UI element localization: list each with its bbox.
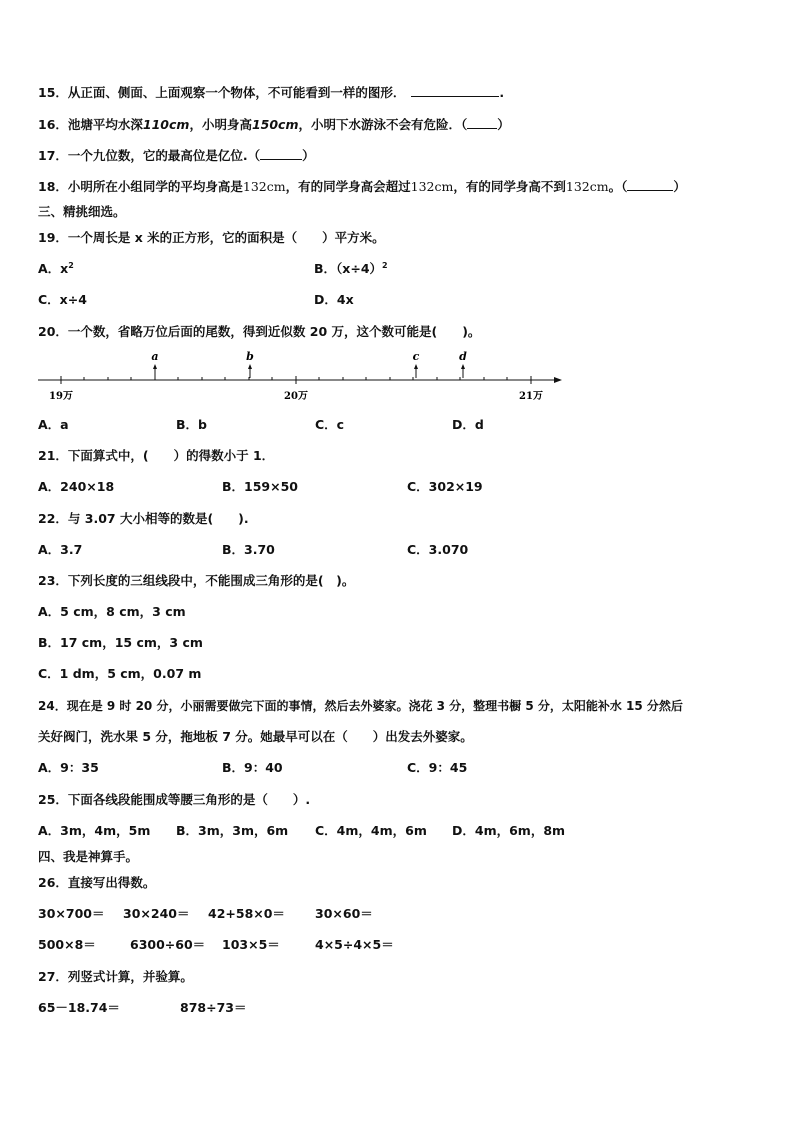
option-25-a[interactable]: A．3m，4m，5m <box>38 823 151 838</box>
number-line-label-20-wan: 20万 <box>284 391 308 402</box>
option-19-b[interactable] <box>314 261 388 277</box>
number-line <box>30 346 570 406</box>
question-16-value-1: 110cm <box>142 117 190 132</box>
option-22-a[interactable]: A．3.7 <box>38 542 83 557</box>
question-18-close: ） <box>673 179 686 194</box>
option-19-d[interactable]: D．4x <box>314 292 354 307</box>
option-22-b[interactable]: B．3.70 <box>222 542 275 557</box>
question-27: 27．列竖式计算，并验算。 <box>38 969 193 984</box>
option-25-b[interactable]: B．3m，3m，6m <box>176 823 289 838</box>
option-19-c[interactable]: C．x÷4 <box>38 292 87 307</box>
option-23-c[interactable]: C．1 dm，5 cm，0.07 m <box>38 666 202 681</box>
option-25-c[interactable]: C．4m，4m，6m <box>315 823 427 838</box>
answer-blank-17[interactable] <box>260 147 302 160</box>
option-21-b[interactable]: B．159×50 <box>222 479 298 494</box>
question-18-text-3: ，有的同学身高不到 <box>453 179 566 194</box>
question-21: 21．下面算式中，( ）的得数小于 1． <box>38 448 275 463</box>
marker-b <box>246 350 254 378</box>
section-3-heading: 三、精挑细选。 <box>38 204 126 219</box>
question-16-value-2: 150cm <box>251 117 299 132</box>
marker-d <box>459 350 467 378</box>
marker-b-label: b <box>246 350 254 363</box>
marker-c-arrow-icon <box>414 364 418 369</box>
question-24-line-2: 关好阀门，洗水果 5 分，拖地板 7 分。她最早可以在（ ）出发去外婆家。 <box>38 729 473 744</box>
question-15-text: 15．从正面、侧面、上面观察一个物体，不可能看到一样的图形． <box>38 85 406 100</box>
option-19-a[interactable] <box>38 261 74 277</box>
number-line-label-19-wan: 19万 <box>49 391 73 402</box>
calc-item: 878÷73＝ <box>180 1000 247 1015</box>
question-24-line-1: 24．现在是 9 时 20 分，小丽需要做完下面的事情，然后去外婆家。浇花 3 分，整理书橱 5 分，太阳能补水 15 分然后 <box>38 699 683 713</box>
question-16-close: ） <box>497 117 510 132</box>
option-19-b-exponent: 2 <box>382 260 388 270</box>
question-15-end: . <box>499 85 505 100</box>
option-19-a-exponent: 2 <box>68 260 74 270</box>
option-20-c[interactable]: C．c <box>315 417 345 432</box>
option-21-c[interactable]: C．302×19 <box>407 479 483 494</box>
option-19-a-label: A．x <box>38 261 69 276</box>
question-17-close: ） <box>302 148 315 163</box>
question-18-text-2: ，有的同学身高会超过 <box>285 179 411 194</box>
option-23-b[interactable]: B．17 cm，15 cm，3 cm <box>38 635 203 650</box>
question-16-text: 16．池塘平均水深 <box>38 117 143 132</box>
calc-item: 4×5÷4×5＝ <box>315 937 394 952</box>
question-18-value-3: 132cm <box>565 179 609 194</box>
option-24-b[interactable]: B．9：40 <box>222 760 283 775</box>
marker-c <box>413 350 420 378</box>
question-23: 23．下列长度的三组线段中，不能围成三角形的是( )。 <box>38 573 355 588</box>
question-15 <box>38 84 504 101</box>
option-21-a[interactable]: A．240×18 <box>38 479 115 494</box>
option-23-a[interactable]: A．5 cm，8 cm，3 cm <box>38 604 186 619</box>
calc-item: 42+58×0＝ <box>208 906 285 921</box>
answer-blank-18[interactable] <box>627 178 673 191</box>
question-25: 25．下面各线段能围成等腰三角形的是（ ）. <box>38 792 311 807</box>
calc-item: 30×700＝ <box>38 906 105 921</box>
marker-c-label: c <box>412 350 420 363</box>
option-24-a[interactable]: A．9：35 <box>38 760 99 775</box>
answer-blank-15[interactable] <box>411 84 499 97</box>
option-20-a[interactable]: A．a <box>38 417 69 432</box>
calc-item: 30×60＝ <box>315 906 373 921</box>
question-17 <box>38 147 315 164</box>
calc-item: 500×8＝ <box>38 937 96 952</box>
question-19: 19．一个周长是 x 米的正方形，它的面积是（ ）平方米。 <box>38 230 385 245</box>
question-22: 22．与 3.07 大小相等的数是( ). <box>38 511 249 526</box>
marker-a-arrow-icon <box>153 364 157 369</box>
calc-item: 103×5＝ <box>222 937 280 952</box>
option-22-c[interactable]: C．3.070 <box>407 542 469 557</box>
question-18-value-2: 132cm <box>410 179 454 194</box>
marker-a <box>151 350 158 378</box>
option-20-b[interactable]: B．b <box>176 417 207 432</box>
calc-item: 30×240＝ <box>123 906 190 921</box>
number-line-arrow-icon <box>554 377 562 383</box>
section-4-heading: 四、我是神算手。 <box>38 849 139 864</box>
calc-item: 65－18.74＝ <box>38 1000 120 1015</box>
number-line-label-21-wan: 21万 <box>519 391 543 402</box>
question-17-text: 17．一个九位数，它的最高位是亿位.（ <box>38 148 261 163</box>
option-24-c[interactable]: C．9：45 <box>407 760 468 775</box>
question-26: 26．直接写出得数。 <box>38 875 156 890</box>
marker-b-arrow-icon <box>248 364 252 369</box>
question-18-text: 18．小明所在小组同学的平均身高是 <box>38 179 243 194</box>
calc-item: 6300÷60＝ <box>130 937 206 952</box>
marker-d-arrow-icon <box>461 364 465 369</box>
question-16-text-3: ，小明下水游泳不会有危险．（ <box>298 117 468 132</box>
question-18-value-1: 132cm <box>242 179 286 194</box>
number-line-ticks <box>61 376 531 384</box>
marker-d-label: d <box>459 350 467 363</box>
option-20-d[interactable]: D．d <box>452 417 484 432</box>
answer-blank-16[interactable] <box>467 116 497 129</box>
question-16 <box>38 116 510 133</box>
marker-a-label: a <box>151 350 159 363</box>
question-18 <box>38 178 686 195</box>
option-25-d[interactable]: D．4m，6m，8m <box>452 823 566 838</box>
question-18-text-4: 。（ <box>608 179 628 194</box>
option-19-b-label: B．（x÷4） <box>314 261 383 276</box>
question-16-text-2: ，小明身高 <box>189 117 252 132</box>
question-20: 20．一个数，省略万位后面的尾数，得到近似数 20 万，这个数可能是( )。 <box>38 324 481 339</box>
